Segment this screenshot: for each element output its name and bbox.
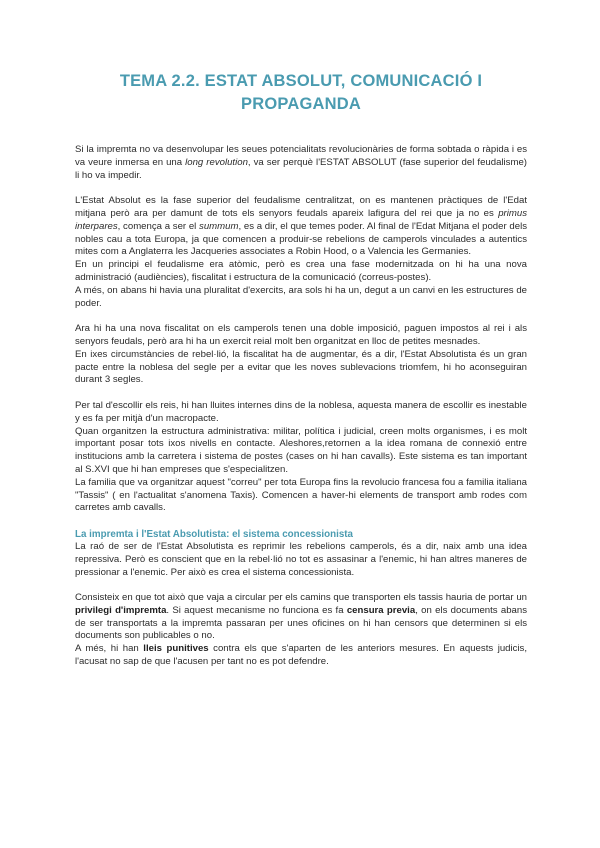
text-run: . Si aquest mecanisme no funciona es fa — [166, 604, 347, 616]
text-run: , es a dir, el que temes poder. Al final de l'Edat Mitjana el poder dels nobles cau a tota Europa, ja que comencen a produir-se rebelions de camperols vinculades a autentics mites com a Anglaterra les Jacqueries associates a Robin Hood, o a Valencia les Germanies. — [75, 220, 527, 258]
paragraph-exercits: A més, on abans hi havia una pluralitat d'exercits, ara sols hi ha un, degut a un canvi en les estructures de poder. — [75, 284, 527, 309]
paragraph-intro — [75, 144, 527, 182]
paragraph-estat-absolut — [75, 195, 527, 259]
text-run: contra els que s'aparten de les anteriors mesures. En aquests judicis, l'acusat no sap de que l'acusen per tant no es pot defendre. — [75, 643, 528, 668]
paragraph-privilegi — [75, 592, 527, 643]
paragraph-reis: Per tal d'escollir els reis, hi han lluites internes dins de la noblesa, aquesta manera de escollir es inestable y es fa per mitjà d'un macropacte. — [75, 399, 527, 424]
bold-term: privilegi d'impremta — [75, 604, 167, 616]
bold-term: lleis punitives — [143, 643, 209, 655]
emphasis: primus interpares — [75, 207, 527, 232]
text-run: , comença a ser el — [117, 220, 200, 232]
page-title: TEMA 2.2. ESTAT ABSOLUT, COMUNICACIÓ I PROPAGANDA — [119, 72, 483, 113]
bold-term: censura previa — [346, 604, 416, 616]
text-run: L'Estat Absolut es la fase superior del feudalisme centralitzat, on es mantenen pràctiques de l'Edat mitjana però ara per damunt de tots els senyors feudals apareix lafigura del rei que ja no es — [75, 195, 527, 219]
paragraph-lleis — [75, 643, 527, 669]
paragraph-tassis: La familia que va organitzar aquest "correu" per tota Europa fins la revolucio francesa fou a familia italiana "Tassis" ( en l'actualitat s'anomena Taxis). Comencen a haver-hi elements de transport amb rodes com carretes amb cavalls. — [75, 476, 527, 514]
paragraph-rebellio: En ixes circumstàncies de rebel·lió, la fiscalitat ha de augmentar, és a dir, l'Estat Absolutista és un gran pacte entre la noblesa del segle per a evitar que les noves sublevacions triomfem, hi ho aconseguiran durant 3 segles. — [75, 348, 527, 386]
emphasis: long revolution — [185, 156, 248, 168]
emphasis: summum — [199, 220, 239, 232]
document-page — [75, 70, 527, 669]
text-run: , va ser perquè l'ESTAT ABSOLUT (fase superior del feudalisme) li ho va impedir. — [75, 156, 527, 181]
paragraph-administracio: Quan organitzen la estructura administrativa: militar, política i judicial, creen molts organismes, i es molt important posar tots ixos nivells en contacte. Aleshores,retornen a la idea romana de connexió entre institucions amb la carretera i sistema de postes (cases on hi han cavalls). Este sistema es tan important al S.XVI que hi han empreses que s'especialitzen. — [75, 425, 527, 475]
text-run: A més, hi han — [75, 643, 144, 655]
text-run: , on els documents abans de ser transportats a la impremta passaran per unes oficines on hi han censors que determinen si els documents son publicables o no. — [75, 604, 528, 642]
text-run: Consisteix en que tot això que vaja a circular per els camins que transporten els tassis hauria de portar un — [75, 592, 527, 604]
paragraph-feudalisme: En un principi el feudalisme era atòmic, però es crea una fase modernitzada on hi ha una nova administració (audiències), fiscalitat i estructura de la comunicació (correus-postes). — [75, 259, 527, 283]
section-heading: La impremta i l'Estat Absolutista: el sistema concessionista — [75, 528, 354, 540]
paragraph-fiscalitat: Ara hi ha una nova fiscalitat on els camperols tenen una doble imposició, paguen impostos al rei i als senyors feudals, però ara hi ha un exercit reial molt ben organitzat en lloc de petites mesnades. — [75, 323, 527, 347]
text-run: Si la impremta no va desenvolupar les seues potencialitats revolucionàries de forma sobtada o ràpida i es va veure inmersa en una — [75, 144, 527, 168]
paragraph-repressio: La raó de ser de l'Estat Absolutista es reprimir les rebelions camperols, és a dir, naix amb una idea repressiva. Però es conscient que en la rebel·lió no tot es assasinar a l'enemic, hi han altres maneres de pressionar a l'enemic. Per això es crea el sistema concessionista. — [75, 540, 527, 578]
